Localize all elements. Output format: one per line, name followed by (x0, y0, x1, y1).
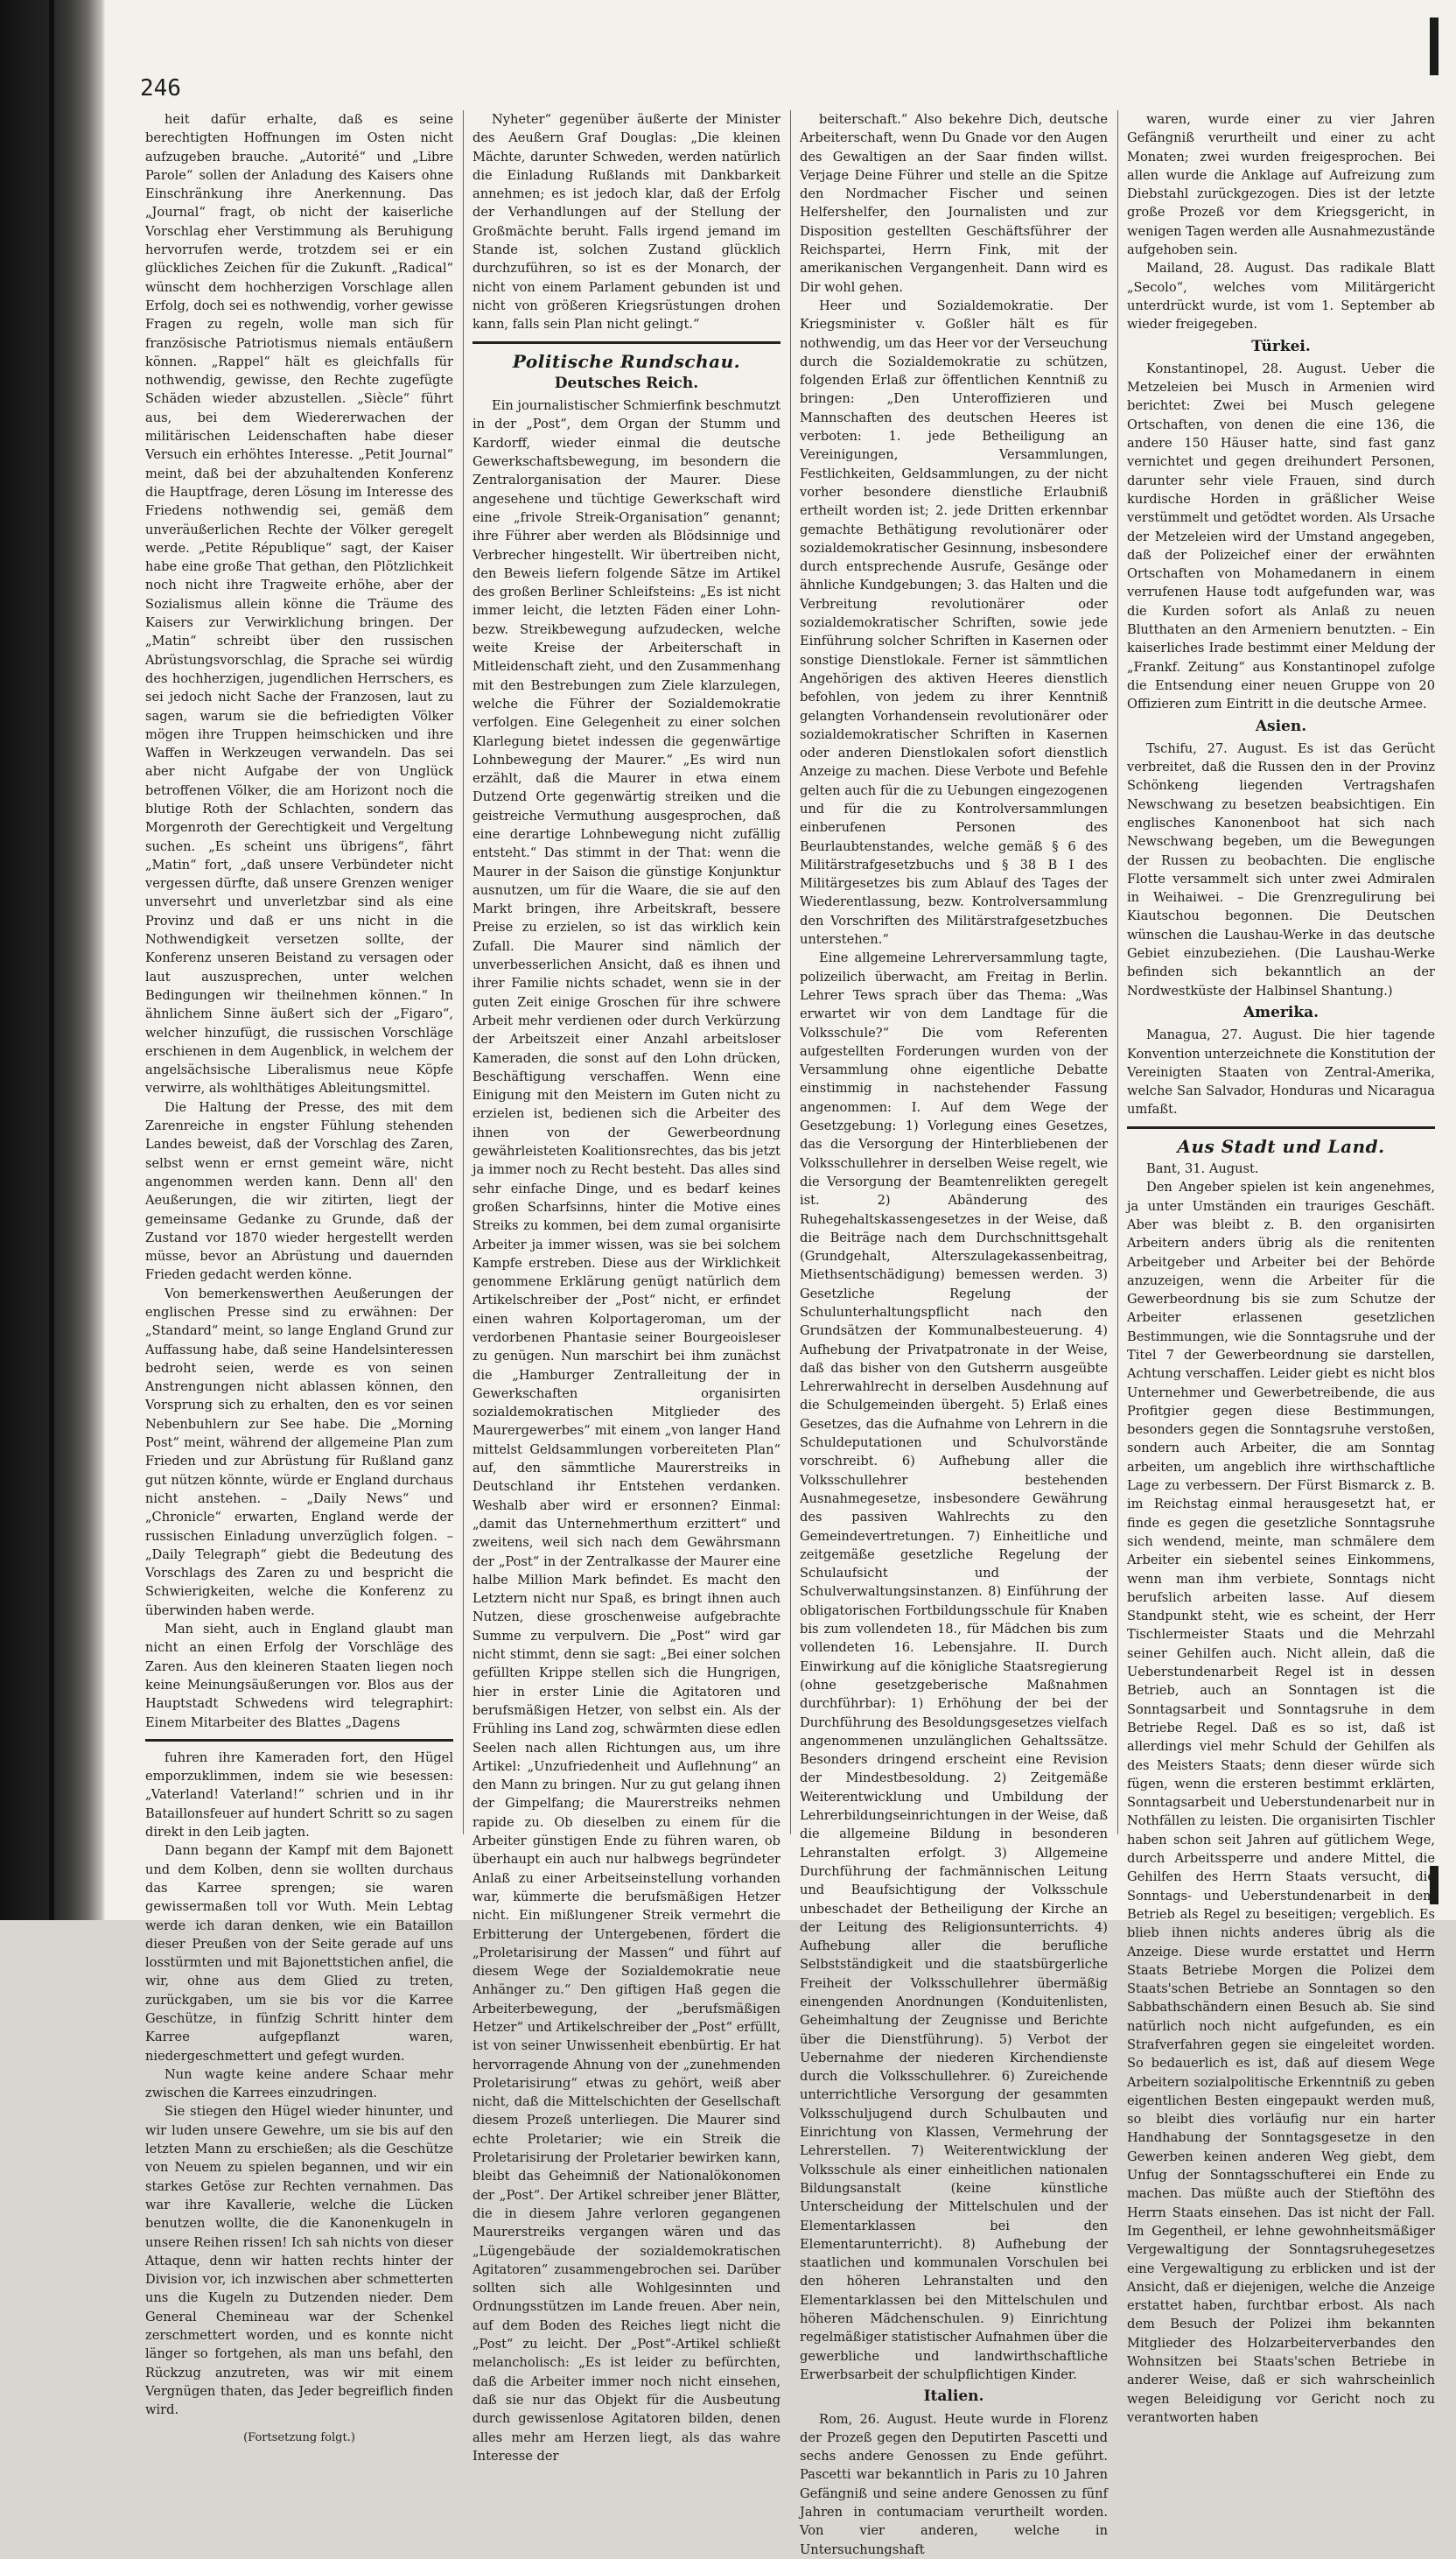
article-paragraph: Managua, 27. August. Die hier tagende Konvention unterzeichnete die Konstitution der Vereinigten Staaten von Zentral-Amerika, welche San Salvador, Honduras und Nicaragua umfaßt. (1127, 1027, 1435, 1118)
article-paragraph: Nun wagte keine andere Schaar mehr zwischen die Karrees einzudringen. (145, 2066, 453, 2101)
article-paragraph: Von bemerkenswerthen Aeußerungen der englischen Presse sind zu erwähnen: Der „Standard“ meint, so lange England Grund zur Auffassung habe, daß seine Handelsinteressen bedroht seien, werde es von seinen Anstrengungen nicht ablassen können, den Vorsprung sich zu erhalten, den es vor seinen Nebenbuhlern zur See habe. Die „Morning Post“ meint, während der allgemeine Plan zum Frieden und zur Abrüstung für Rußland ganz gut nützen könnte, würde er England durchaus nicht anstehen. – „Daily News“ und „Chronicle“ erwarten, England werde der russischen Einladung unverzüglich folgen. – „Daily Telegraph“ giebt die Bedeutung des Vorschlags des Zaren zu und bespricht die Schwierigkeiten, welche die Konferenz zu überwinden haben werde. (145, 1286, 453, 1618)
article-paragraph: waren, wurde einer zu vier Jahren Gefängniß verurtheilt und einer zu acht Monaten; zwei wurden freigesprochen. Bei allen wurde die Anklage auf Aufreizung zum Diebstahl zurückgezogen. Dies ist der letzte große Prozeß vor dem Kriegsgericht, in wenigen Tagen werden alle Ausnahmezustände aufgehoben sein. (1127, 112, 1435, 258)
section-heading: Aus Stadt und Land. (1177, 1135, 1385, 1157)
article-paragraph: Nyheter“ gegenüber äußerte der Minister des Aeußern Graf Douglas: „Die kleinen Mächte, darunter Schweden, werden natürlich die Einladung Rußlands mit Dankbarkeit annehmen; es ist jedoch klar, daß der Erfolg der Verhandlungen auf der Stellung der Großmächte beruht. Falls irgend jemand im Stande ist, solchen Zustand glücklich durchzuführen, so ist es der Monarch, der nicht von einem Parlament gebunden ist und nicht von größeren Kriegsrüstungen drohen kann, falls sein Plan nicht gelingt.“ (472, 112, 780, 333)
continuation-note: (Fortsetzung folgt.) (243, 2430, 355, 2444)
article-paragraph: Dann begann der Kampf mit dem Bajonett und dem Kolben, denn sie wollten durchaus das Karree sprengen; sie waren gewissermaßen toll vor Wuth. Mein Lebtag werde ich daran denken, wie ein Bataillon dieser Preußen von der Seite gerade auf uns losstürmten und mit Bajonettstichen anfiel, die wir, ohne aus dem Glied zu treten, zurückgaben, um sie bis vor die Karree Geschütze, in fünfzig Schritt hinter dem Karree aufgepflanzt waren, niedergeschmettert und gefegt wurden. (145, 1843, 453, 2064)
column-3 (800, 110, 1108, 2557)
section-rule (472, 341, 780, 344)
article-paragraph: Bant, 31. August. (1146, 1161, 1259, 1177)
article-paragraph: Den Angeber spielen ist kein angenehmes, ja unter Umständen ein trauriges Geschäft. Aber was bleibt z. B. den organisirten Arbeitern anders übrig als die renitenten Arbeitgeber und Arbeiter bei der Behörde anzuzeigen, wenn die Arbeiter für die Gewerbeordnung bis sie zum Schutze der Arbeiter erlassenen gesetzlichen Bestimmungen, wie die Sonntagsruhe und der Titel 7 der Gewerbeordnung sie darstellen, Achtung verschaffen. Leider giebt es nicht blos Unternehmer und Gewerbetreibende, die aus Profitgier gegen diese Bestimmungen, besonders gegen die Sonntagsruhe verstoßen, sondern auch Arbeiter, die am Sonntag arbeiten, um angeblich ihre wirthschaftliche Lage zu verbessern. Der Fürst Bismarck z. B. im Reichstag einmal herausgesetzt hat, er finde es gegen die gesetzliche Sonntagsruhe sich wendend, meinte, man schmälere dem Arbeiter ein siebentel seines Einkommens, wenn man ihm verbiete, Sonntags nicht berufslich arbeiten lasse. Auf diesem Standpunkt steht, wie es scheint, der Herr Tischlermeister Staats und die Mehrzahl seiner Gehilfen auch. Nicht allein, daß die Ueberstundenarbeit Regel ist in dessen Betrieb, auch an Sonntagen ist die Sonntagsarbeit und Sonntagsruhe in dem Betriebe Regel. Daß es so ist, daß ist allerdings viel mehr Schuld der Gehilfen als des Meisters Staats; denn dieser würde sich fügen, wenn die ersteren bestimmt erklärten, Sonntagsarbeit und Ueberstundenarbeit nur in Nothfällen zu leisten. Die organisirten Tischler haben schon seit Jahren auf gütlichem Wege, durch Arbeitssperre und andere Mittel, die Gehilfen des Herrn Staats versucht, die Sonntags- und Ueberstundenarbeit in dem Betrieb als Regel zu beseitigen; vergeblich. Es blieb ihnen nichts anderes übrig als die Anzeige. Diese wurde erstattet und Herrn Staats Betriebe Morgen die Polizei dem Staats'schen Betriebe an Sonntagen so den Sabbathschändern einen Besuch ab. Sie sind natürlich noch nicht aufgefunden, es ein Strafverfahren gegen sie eingeleitet worden. So bedauerlich es ist, daß auf diesem Wege Arbeitern sozialpolitische Erkenntniß zu geben eigentlichen Besten eingepaukt werden muß, so bleibt dies vorläufig nur ein harter Handhabung der Sonntagsgesetze in den Gewerben keinen anderen Weg giebt, dem Unfug der Sonntagsschufterei ein Ende zu machen. Das müßte auch der Stieftöhn des Herrn Staats einsehen. Das ist nicht der Fall. Im Gegentheil, er lehne gewohnheitsmäßiger Vergewaltigung der Sonntagsruhegesetzes eine Vergewaltigung zu erblicken und ist der Ansicht, daß er diejenigen, welche die Anzeige erstattet haben, furchtbar erbost. Als nach dem Besuch der Polizei ihm bekannten Mitglieder des Holzarbeiterverbandes den Wohnsitzen bei Staats'schen Betriebe in anderer Weise, daß er sich wahrscheinlich wegen Beleidigung vor Gericht noch zu verantworten haben (1127, 1180, 1435, 2425)
column-2 (472, 110, 780, 2464)
subsection-heading: Deutsches Reich. (554, 374, 699, 392)
column-divider (790, 110, 791, 1834)
article-paragraph: Sie stiegen den Hügel wieder hinunter, und wir luden unsere Gewehre, um sie bis auf den letzten Mann zu erschießen; als die Geschütze von Neuem zu spielen begannen, und wir ein starkes Getöse zur Rechten vernahmen. Das war ihre Kavallerie, welche die Lücken benutzen wollte, die die Kanonenkugeln in unsere Reihen rissen! Ich sah nichts von dieser Attaque, denn wir hatten rechts hinter der Division vor, ich inzwischen aber schmetterten uns die Kugeln zu Dutzenden nieder. Dem General Chemineau war der Schenkel zerschmettert worden, und es konnte nicht länger so fortgehen, als man uns befahl, den Rückzug anzutreten, was wir mit einem Vergnügen thaten, das Jeder begreiflich finden wird. (145, 2104, 453, 2418)
article-paragraph: Die Haltung der Presse, des mit dem Zarenreiche in engster Fühlung stehenden Landes beweist, daß der Vorschlag des Zaren, selbst wenn er ernst gemeint wäre, nicht angenommen werden kann. Denn all' den Aeußerungen, die wir zitirten, liegt der gemeinsame Gedanke zu Grunde, daß der Zustand vor 1870 wieder hergestellt werden müsse, bevor an Abrüstung und dauernden Frieden gedacht werden könne. (145, 1099, 453, 1283)
article-paragraph: Konstantinopel, 28. August. Ueber die Metzeleien bei Musch in Armenien wird berichtet: Zwei bei Musch gelegene Ortschaften, von denen die eine 136, die andere 150 Häuser hatte, sind fast ganz vernichtet und gegen dreihundert Personen, darunter sehr viele Frauen, sind durch kurdische Horden in gräßlicher Weise verstümmelt und getödtet worden. Als Ursache der Metzeleien wird der Umstand angegeben, daß der Polizeichef einer der erwähnten Ortschaften von Mohamedanern in einem verrufenen Hause todt aufgefunden war, was die Kurden sofort als Anlaß zu neuen Blutthaten an den Armeniern benutzten. – Ein kaiserliches Irade bestimmt einer Meldung der „Frankf. Zeitung“ aus Konstantinopel zufolge die Entsendung einer neuen Gruppe von 20 Offizieren zum Eintritt in die deutsche Armee. (1127, 361, 1435, 712)
article-paragraph: Ein journalistischer Schmierfink beschmutzt in der „Post“, dem Organ der Stumm und Kardorff, wieder einmal die deutsche Gewerkschaftsbewegung, im besondern die Zentralorganisation der Maurer. Diese angesehene und tüchtige Gewerkschaft wird eine „frivole Streik-Organisation“ genannt; ihre Führer aber werden als Blödsinnige und Verbrecher hingestellt. Wir übertreiben nicht, den Beweis liefern folgende Sätze im Artikel des großen Berliner Schleifsteins: „Es ist nicht immer leicht, die letzten Fäden einer Lohn- bezw. Streikbewegung aufzudecken, welche weite Kreise der Arbeiterschaft in Mitleidenschaft zieht, und den Zusammenhang mit den Bestrebungen zum Ziele klarzulegen, welche die Führer der Sozialdemokratie verfolgen. Eine Gelegenheit zu einer solchen Klarlegung bietet indessen die gegenwärtige Lohnbewegung der Maurer.“ „Es wird nun erzählt, daß die Maurer in etwa einem Dutzend Orte gegenwärtig streiken und die geistreiche Vermuthung ausgesprochen, daß eine derartige Lohnbewegung nicht zufällig entsteht.“ Das stimmt in der That: wenn die Maurer in der Saison die günstige Konjunktur ausnutzen, um für die Waare, die sie auf den Markt bringen, ihre Arbeitskraft, bessere Preise zu erzielen, so ist das wirklich kein Zufall. Die Maurer sind nämlich der unverbesserlichen Ansicht, daß es ihnen und ihrer Familie nichts schadet, wenn sie in der guten Zeit einige Groschen für ihre schwere Arbeit mehr verdienen oder durch Verkürzung der Arbeitszeit einer Anzahl arbeitsloser Kameraden, die sonst auf den Lohn drücken, Beschäftigung verschaffen. Wenn eine Einigung mit den Meistern im Guten nicht zu erzielen ist, bedienen sich die Arbeiter des ihnen von der Gewerbeordnung gewährleisteten Koalitionsrechtes, das bis jetzt ja immer noch zu Recht besteht. Das alles sind sehr einfache Dinge, und es bedarf keines großen Scharfsinns, hinter die Motive eines Streiks zu kommen, bei dem zumal organisirte Arbeiter ja immer wissen, was sie bei solchem Kampfe erstreben. Diese aus der Wirklichkeit genommene Erklärung genügt natürlich dem Artikelschreiber der „Post“ nicht, er erfindet einen wahren Kolportageroman, um der verdorbenen Phantasie seiner Bourgeoisleser zu genügen. Nun marschirt bei ihm zunächst die „Hamburger Zentralleitung der in Gewerkschaften organisirten sozialdemokratischen Mitglieder des Maurergewerbes“ mit einem „von langer Hand mittelst Geldsammlungen vorbereiteten Plan“ auf, den sämmtliche Maurerstreiks in Deutschland ihr Entstehen verdanken. Weshalb aber wird er ersonnen? Einmal: „damit das Unternehmerthum erzittert“ und zweitens, weil sich nach dem Gewährsmann der „Post“ in der Zentralkasse der Maurer eine halbe Million Mark befindet. Es macht den Letztern nicht nur Spaß, es bringt ihnen auch Nutzen, diese groschenweise aufgebrachte Summe zu verpulvern. Die „Post“ wird gar nicht stimmt, denn sie sagt: „Bei einer solchen gefüllten Krippe stellen sich die Hungrigen, hier in erster Linie die Agitatoren und berufsmäßigen Hetzer, von selbst ein. Als der Frühling ins Land zog, schwärmten diese edlen Seelen nach allen Richtungen aus, um ihre Artikel: „Unzufriedenheit und Auflehnung“ an den Mann zu bringen. Nur zu gut gelang ihnen der Gimpelfang; die Maurerstreiks nehmen rapide zu. Ob dieselben zu einem für die Arbeiter günstigen Ende zu führen waren, ob überhaupt ein auch nur halbwegs begründeter Anlaß zu einer Arbeitseinstellung vorhanden war, kümmerte die berufsmäßigen Hetzer nicht. Ein mißlungener Streik vermehrt die Erbitterung der Untergebenen, fördert die „Proletarisirung der Massen“ und führt auf diesem Wege der Sozialdemokratie neue Anhänger zu.“ Den giftigen Haß gegen die Arbeiterbewegung, der „berufsmäßigen Hetzer“ und Artikelschreiber der „Post“ erfüllt, ist von seiner Unwissenheit ebenbürtig. Er hat hervorragende Ahnung von der „zunehmenden Proletarisirung“ etwas zu gehört, weiß aber nicht, daß die Mittelschichten der Gesellschaft diesem Prozeß unterliegen. Die Maurer sind echte Proletarier; wie ein Streik die Proletarisirung der Proletarier bewirken kann, bleibt das Geheimniß der Nationalökonomen der „Post“. Der Artikel schreiber jener Blätter, die in diesem Jahre verloren gegangenen Maurerstreiks vergangen wären und das „Lügengebäude der sozialdemokratischen Agitatoren“ zusammengebrochen sei. Darüber sollten sich alle Wohlgesinnten und Ordnungsstützen im Lande freuen. Aber nein, auf dem Boden des Reiches liegt nicht die „Post“ zu leicht. Der „Post“-Artikel schließt melancholisch: „Es ist leider zu befürchten, daß die Arbeiter immer noch nicht einsehen, daß sie nur das Objekt für die Ausbeutung durch gewissenlose Agitatoren bilden, denen alles mehr am Herzen liegt, als das wahre Interesse der (472, 398, 780, 2464)
article-paragraph: Rom, 26. August. Heute wurde in Florenz der Prozeß gegen den Deputirten Pascetti und sechs andere Genossen zu Ende geführt. Pascetti war bekanntlich in Paris zu 10 Jahren Gefängniß und seine andere Genossen zu fünf Jahren in contumaciam verurtheilt worden. Von vier anderen, welche in Untersuchungshaft (800, 2411, 1108, 2557)
section-rule (145, 1739, 453, 1742)
article-paragraph: Tschifu, 27. August. Es ist das Gerücht verbreitet, daß die Russen den in der Provinz Schönkeng liegenden Vertragshafen Newschwang zu besetzen beabsichtigen. Ein englisches Kanonenboot hat sich nach Newschwang begeben, um die Bewegungen der Russen zu beobachten. Die englische Flotte versammelt sich unter zwei Admiralen in Weihaiwei. – Die Grenzregulirung bei Kiautschou begonnen. Die Deutschen wünschen die Laushau-Werke in das deutsche Gebiet einzubeziehen. (Die Laushau-Werke befinden sich bekanntlich an der Nordwestküste der Halbinsel Shantung.) (1127, 740, 1435, 999)
column-1 (145, 110, 453, 2444)
article-paragraph: heit dafür erhalte, daß es seine berechtigten Hoffnungen im Osten nicht aufzugeben brauche. „Autorité“ und „Libre Parole“ sollen der Anladung des Kaisers ohne Einschränkung ihre Anerkennung. Das „Journal“ fragt, ob nicht der kaiserliche Vorschlag eher Verstimmung als Beruhigung hervorrufen werde, trotzdem sei er ein glückliches Zeichen für die Zukunft. „Radical“ wünscht dem hochherzigen Vorschlage allen Erfolg, doch sei es nothwendig, vorher gewisse Fragen zu regeln, wolle man sich für französische Patriotismus niemals entäußern können. „Rappel“ hält es gleichfalls für nothwendig, gewisse, den Rechte zugefügte Schäden wieder abzustellen. „Siècle“ führt aus, bei dem Wiedererwachen der militärischen Leidenschaften habe dieser Versuch ein erhöhtes Interesse. „Petit Journal“ meint, daß bei der abzuhaltenden Konferenz die Hauptfrage, deren Lösung im Interesse des Friedens nothwendig sei, gemäß dem unveräußerlichen Rechte der Völker geregelt werde. „Petite République“ sagt, der Kaiser habe eine große That gethan, den Plötzlichkeit noch nicht ihre Tragweite erhöhe, aber der Sozialismus allein könne die Träume des Kaisers zur Verwirklichung bringen. Der „Matin“ schreibt über den russischen Abrüstungsvorschlag, die Sprache sei würdig des hochherzigen, jugendlichen Herrschers, es sei jedoch nicht Sache der Franzosen, laut zu sagen, warum sie die befriedigten Völker mögen ihre Truppen heimschicken und ihre Waffen in Werkzeugen verwandeln. Das sei aber nicht Aufgabe der von Unglück betroffenen Völker, die am Horizont noch die blutige Roth der Schlachten, sondern das Morgenroth der Gerechtigkeit und Vergeltung suchen. „Es scheint uns übrigens“, fährt „Matin“ fort, „daß unsere Verbündeter nicht vergessen dürfte, daß unsere Grenzen weniger unversehrt und unverletzbar sind als eine Provinz und daß er uns nicht in die Nothwendigkeit versetzen sollte, der Konferenz unseren Beistand zu versagen oder laut auszusprechen, unter welchen Bedingungen wir theilnehmen können.“ In ähnlichem Sinne äußert sich der „Figaro“, welcher hinzufügt, die russischen Vorschläge erschienen in dem Augenblick, in welchem der angelsächsische Liberalismus neue Köpfe verwirre, als wohlthätiges Ableitungsmittel. (145, 112, 453, 1097)
page-edge-mark (1430, 18, 1438, 75)
subsection-heading: Asien. (1255, 717, 1307, 735)
article-paragraph: Eine allgemeine Lehrerversammlung tagte, polizeilich überwacht, am Freitag in Berlin. Lehrer Tews sprach über das Thema: „Was erwartet wir von dem Landtage für die Volksschule?“ Die vom Referenten aufgestellten Forderungen wurden von der Versammlung ohne eigentliche Debatte einstimmig in nachstehender Fassung angenommen: I. Auf dem Wege der Gesetzgebung: 1) Vorlegung eines Gesetzes, das die Versorgung der Hinterbliebenen der Volksschullehrer in derselben Weise regelt, wie die Versorgung der Beamtenrelikten geregelt ist. 2) Abänderung des Ruhegehaltskassengesetzes in der Weise, daß die Beiträge nach dem Durchschnittsgehalt (Grundgehalt, Alterszulagekassenbeitrag, Miethsentschädigung) bemessen werden. 3) Gesetzliche Regelung der Schulunterhaltungspflicht nach den Grundsätzen der Kommunalbesteuerung. 4) Aufhebung der Privatpatronate in der Weise, daß das bisher von den Gutsherrn ausgeübte Lehrerwahlrecht in derselben Ausdehnung auf die Schulgemeinden übergeht. 5) Erlaß eines Gesetzes, das die Aufnahme von Lehrern in die Schuldeputationen und Schulvorstände vorschreibt. 6) Aufhebung aller die Volksschullehrer bestehenden Ausnahmegesetze, insbesondere Gewährung des passiven Wahlrechts zu den Gemeindevertretungen. 7) Einheitliche und zeitgemäße gesetzliche Regelung der Schulaufsicht und der Schulverwaltungsinstanzen. 8) Einführung der obligatorischen Fortbildungsschule für Knaben bis zum vollendeten 18., für Mädchen bis zum vollendeten 16. Lebensjahre. II. Durch Einwirkung auf die königliche Staatsregierung (ohne gesetzgeberische Maßnahmen durchführbar): 1) Erhöhung der bei der Durchführung des Besoldungsgesetzes vielfach angenommenen unzulänglichen Gehaltssätze. Besonders dringend erscheint eine Revision der Mindestbesoldung. 2) Zeitgemäße Weiterentwicklung und Umbildung der Lehrerbildungseinrichtungen in der Weise, daß die allgemeine Bildung in besonderen Lehranstalten erfolgt. 3) Allgemeine Durchführung der fachmännischen Leitung und Beaufsichtigung der Volksschule unbeschadet der Betheiligung der Kirche an der Leitung des Religionsunterrichts. 4) Aufhebung aller die berufliche Selbstständigkeit und die staatsbürgerliche Freiheit der Volksschullehrer übermäßig einengenden Anordnungen (Konduitenlisten, Geheimhaltung der Zeugnisse und Berichte über die Dienstführung). 5) Verbot der Uebernahme der niederen Kirchendienste durch die Volksschullehrer. 6) Zureichende unterrichtliche Versorgung der gesammten Volksschuljugend durch Schulbauten und Einrichtung von Klassen, Vermehrung der Lehrerstellen. 7) Weiterentwicklung der Volksschule als einer einheitlichen nationalen Bildungsanstalt (keine künstliche Unterscheidung der Mittelschulen und der Elementarklassen bei den Elementarunterricht). 8) Aufhebung der staatlichen und kommunalen Vorschulen bei den höheren Lehranstalten und den Elementarklassen bei den Mittelschulen und höheren Mädchenschulen. 9) Einrichtung regelmäßiger statistischer Aufnahmen über die gewerbliche und landwirthschaftliche Erwerbsarbeit der schulpflichtigen Kinder. (800, 950, 1108, 2382)
article-paragraph: Mailand, 28. August. Das radikale Blatt „Secolo“, welches vom Militärgericht unterdrückt wurde, ist vom 1. September ab wieder freigegeben. (1127, 261, 1435, 333)
binding-edge (49, 0, 54, 1920)
article-paragraph: beiterschaft.“ Also bekehre Dich, deutsche Arbeiterschaft, wenn Du Gnade vor den Augen des Gewaltigen an der Saar finden willst. Verjage Deine Führer und stelle an die Spitze den Nordmacher Fischer und seinen Helfershelfer, den Journalisten und zur Disposition gestellten Geschäftsführer der Reichspartei, Herrn Fink, mit der amerikanischen Vergangenheit. Dann wird es Dir wohl gehen. (800, 112, 1108, 295)
article-paragraph: fuhren ihre Kameraden fort, den Hügel emporzuklimmen, indem sie wie besessen: „Vaterland! Vaterland!“ schrien und in ihr Bataillonsfeuer auf hundert Schritt so zu sagen direkt in den Leib jagten. (145, 1749, 453, 1840)
article-paragraph: Heer und Sozialdemokratie. Der Kriegsminister v. Goßler hält es für nothwendig, um das Heer vor der Verseuchung durch die Sozialdemokratie zu schützen, folgenden Erlaß zur öffentlichen Kenntniß zu bringen: „Den Unteroffizieren und Mannschaften des deutschen Heeres ist verboten: 1. jede Betheiligung an Vereinigungen, Versammlungen, Festlichkeiten, Geldsammlungen, zu der nicht vorher besondere dienstliche Erlaubniß ertheilt worden ist; 2. jede Dritten erkennbar gemachte Bethätigung revolutionärer oder sozialdemokratischer Gesinnung, insbesondere durch entsprechende Ausrufe, Gesänge oder ähnliche Kundgebungen; 3. das Halten und die Verbreitung revolutionärer oder sozialdemokratischer Schriften, sowie jede Einführung solcher Schriften in Kasernen oder sonstige Dienstlokale. Ferner ist sämmtlichen Angehörigen des aktiven Heeres dienstlich befohlen, von jedem zu ihrer Kenntniß gelangten Vorhandensein revolutionärer oder sozialdemokratischer Schriften in Kasernen oder anderen Dienstlokalen sofort dienstlich Anzeige zu machen. Diese Verbote und Befehle gelten auch für die zu Uebungen eingezogenen und für die zu Kontrolversammlungen einberufenen Personen des Beurlaubtenstandes, welche gemäß § 6 des Militärstrafgesetzbuchs und § 38 B I des Militärgesetzes bis zum Ablauf des Tages der Wiederentlassung, bezw. Kontrolversammlung den Vorschriften des Militärstrafgesetzbuches unterstehen.“ (800, 298, 1108, 948)
subsection-heading: Amerika. (1242, 1003, 1320, 1021)
subsection-heading: Türkei. (1251, 337, 1311, 355)
subsection-heading: Italien. (923, 2387, 984, 2406)
section-rule (1127, 1126, 1435, 1129)
section-heading: Politische Rundschau. (512, 350, 741, 372)
page-number: 246 (140, 75, 181, 102)
article-paragraph: Man sieht, auch in England glaubt man nicht an einen Erfolg der Vorschläge des Zaren. Aus den kleineren Staaten liegen noch keine Meinungsäußerungen vor. Blos aus der Hauptstadt Schwedens wird telegraphirt: Einem Mitarbeiter des Blattes „Dagens (145, 1622, 453, 1730)
column-4 (1127, 110, 1435, 2425)
column-divider (1117, 110, 1118, 1834)
column-divider (463, 110, 464, 1834)
